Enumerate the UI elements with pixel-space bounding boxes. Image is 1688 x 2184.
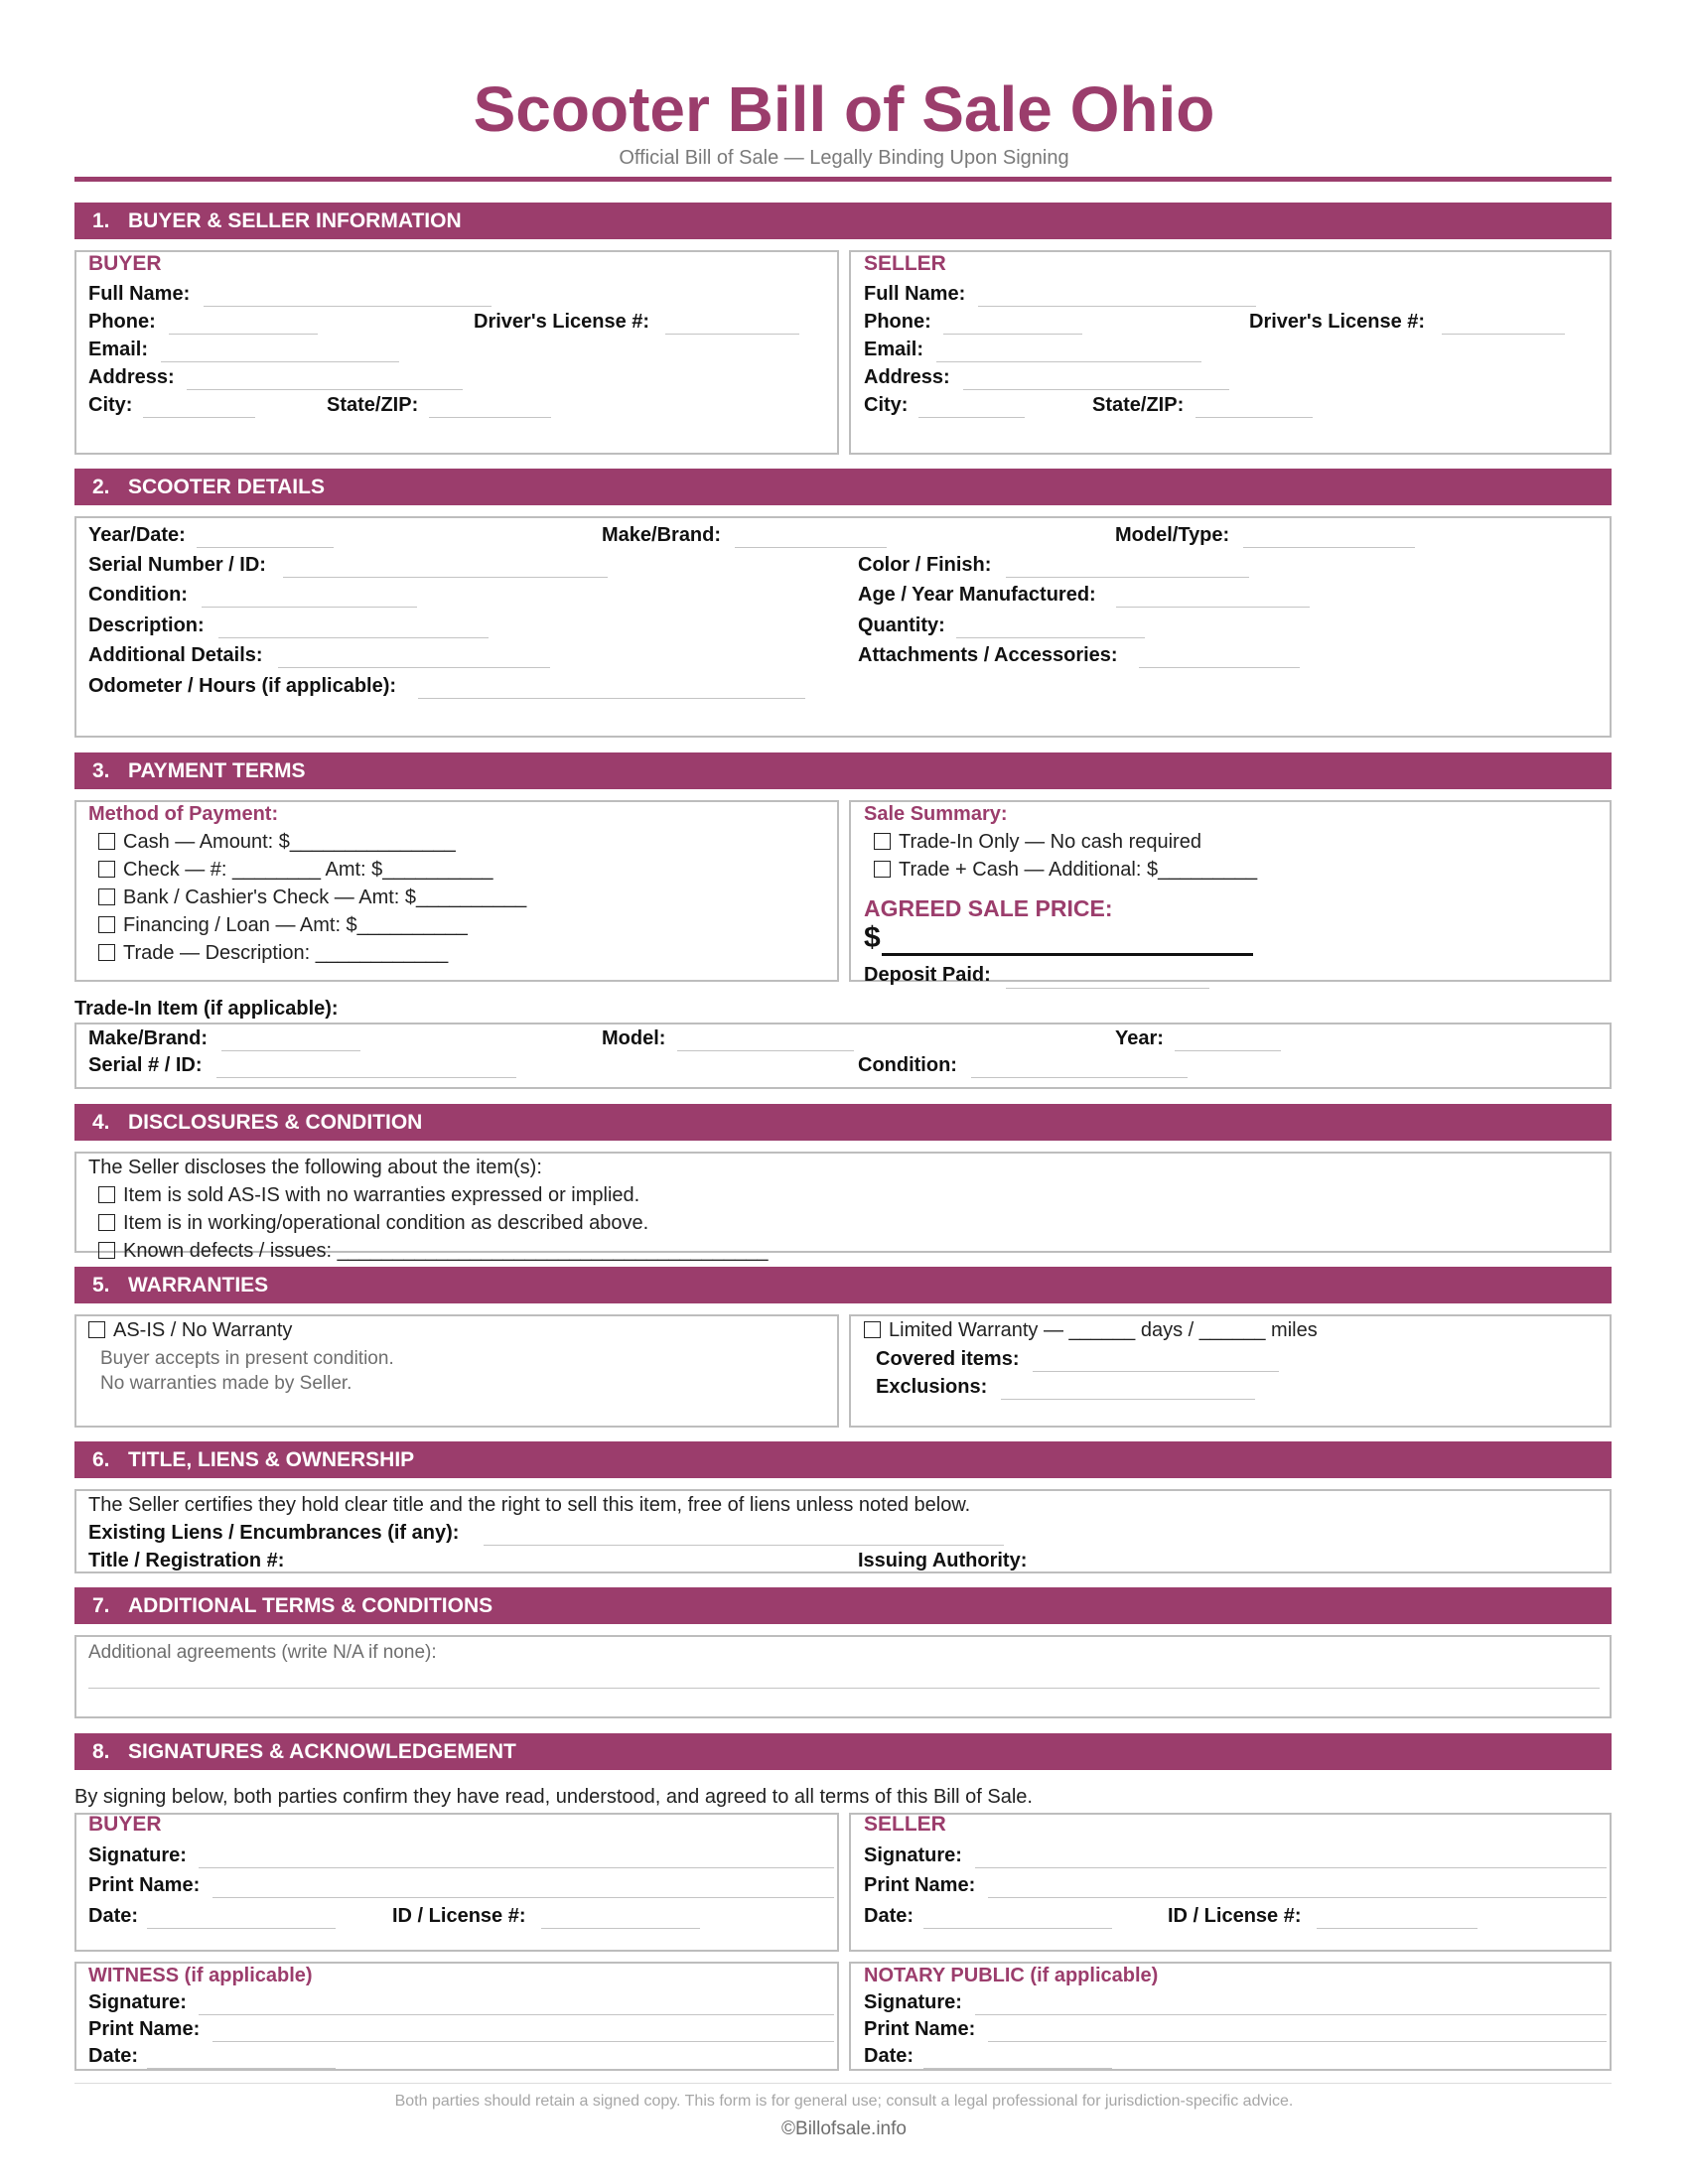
section-header-scooter-details: 2. SCOOTER DETAILS [74, 469, 1612, 505]
seller-print-name-label: Print Name: [864, 1874, 976, 1896]
trade-in-model-field[interactable] [677, 1050, 854, 1051]
liens-label: Existing Liens / Encumbrances (if any): [88, 1522, 460, 1544]
exclusions-label: Exclusions: [876, 1376, 988, 1398]
seller-license-label: Driver's License #: [1249, 311, 1426, 333]
checkbox-icon[interactable] [98, 888, 115, 905]
seller-signature-label: Signature: [864, 1844, 962, 1866]
buyer-address-label: Address: [88, 366, 175, 388]
trade-in-year-field[interactable] [1175, 1050, 1281, 1051]
trade-in-make-label: Make/Brand: [88, 1027, 209, 1049]
description-label: Description: [88, 614, 205, 636]
color-label: Color / Finish: [858, 554, 992, 576]
seller-phone-label: Phone: [864, 311, 931, 333]
notary-date-field[interactable] [923, 2068, 1112, 2069]
buyer-print-name-field[interactable] [212, 1897, 834, 1898]
odometer-field[interactable] [418, 698, 805, 699]
buyer-city-label: City: [88, 394, 133, 416]
section-header-disclosures: 4. DISCLOSURES & CONDITION [74, 1104, 1612, 1141]
payment-cash-option[interactable]: Cash — Amount: $_______________ [98, 830, 456, 854]
attachments-label: Attachments / Accessories: [858, 644, 1118, 666]
footer-divider [74, 2083, 1612, 2084]
seller-full-name-label: Full Name: [864, 283, 966, 305]
witness-signature-label: Signature: [88, 1991, 187, 2013]
seller-print-name-field[interactable] [988, 1897, 1607, 1898]
buyer-license-label: Driver's License #: [474, 311, 650, 333]
notary-print-name-label: Print Name: [864, 2018, 976, 2040]
buyer-license-field[interactable] [665, 334, 799, 335]
additional-terms-field[interactable] [88, 1688, 1600, 1689]
checkbox-icon[interactable] [874, 833, 891, 850]
trade-in-make-field[interactable] [221, 1050, 360, 1051]
title-certify-text: The Seller certifies they hold clear title and the right to sell this item, free of liens unless noted below. [88, 1494, 971, 1516]
age-field[interactable] [1116, 607, 1310, 608]
seller-info-box [849, 250, 1612, 455]
buyer-date-label: Date: [88, 1905, 139, 1927]
section-header-additional-terms: 7. ADDITIONAL TERMS & CONDITIONS [74, 1587, 1612, 1624]
payment-trade-option[interactable]: Trade — Description: ____________ [98, 941, 448, 965]
as-is-warranty-option[interactable]: AS-IS / No Warranty [88, 1318, 292, 1342]
buyer-email-label: Email: [88, 339, 149, 360]
buyer-id-field[interactable] [541, 1928, 700, 1929]
exclusions-field[interactable] [1001, 1399, 1255, 1400]
buyer-signature-label: Signature: [88, 1844, 187, 1866]
seller-state-zip-label: State/ZIP: [1092, 394, 1185, 416]
page-title: Scooter Bill of Sale Ohio [473, 73, 1215, 145]
footer-note: Both parties should retain a signed copy. This form is for general use; consult a legal professional for jurisdiction-specific advice. [394, 2093, 1294, 2110]
buyer-info-box [74, 250, 839, 455]
dollar-sign: $ [864, 921, 881, 954]
agreed-sale-price-field[interactable] [882, 953, 1253, 956]
notary-heading: NOTARY PUBLIC (if applicable) [864, 1965, 1159, 1986]
covered-items-field[interactable] [1033, 1371, 1279, 1372]
buyer-state-zip-field[interactable] [429, 417, 551, 418]
seller-heading: SELLER [864, 252, 946, 275]
trade-in-year-label: Year: [1115, 1027, 1164, 1049]
condition-field[interactable] [202, 607, 417, 608]
deposit-label: Deposit Paid: [864, 964, 991, 986]
seller-city-field[interactable] [918, 417, 1025, 418]
seller-address-label: Address: [864, 366, 950, 388]
trade-in-serial-label: Serial # / ID: [88, 1054, 203, 1076]
additional-details-field[interactable] [278, 667, 550, 668]
buyer-phone-label: Phone: [88, 311, 156, 333]
deposit-field[interactable] [1006, 988, 1209, 989]
model-label: Model/Type: [1115, 524, 1230, 546]
issuing-authority-label: Issuing Authority: [858, 1550, 1028, 1571]
section-header-warranties: 5. WARRANTIES [74, 1267, 1612, 1303]
buyer-date-field[interactable] [147, 1928, 336, 1929]
seller-address-field[interactable] [963, 389, 1229, 390]
payment-bank-option[interactable]: Bank / Cashier's Check — Amt: $__________ [98, 886, 526, 909]
as-is-note-2: No warranties made by Seller. [100, 1373, 352, 1394]
as-is-note-1: Buyer accepts in present condition. [100, 1348, 394, 1369]
section-header-payment-terms: 3. PAYMENT TERMS [74, 752, 1612, 789]
checkbox-icon[interactable] [98, 1186, 115, 1203]
quantity-label: Quantity: [858, 614, 945, 636]
section-header-signatures: 8. SIGNATURES & ACKNOWLEDGEMENT [74, 1733, 1612, 1770]
checkbox-icon[interactable] [98, 861, 115, 878]
seller-signature-heading: SELLER [864, 1813, 946, 1836]
model-field[interactable] [1243, 547, 1415, 548]
payment-method-heading: Method of Payment: [88, 803, 279, 825]
scooter-details-box [74, 516, 1612, 738]
buyer-city-field[interactable] [143, 417, 255, 418]
buyer-state-zip-label: State/ZIP: [327, 394, 419, 416]
witness-date-label: Date: [88, 2045, 139, 2067]
year-field[interactable] [197, 547, 334, 548]
color-field[interactable] [1006, 577, 1249, 578]
trade-in-model-label: Model: [602, 1027, 666, 1049]
condition-label: Condition: [88, 584, 188, 606]
trade-in-condition-label: Condition: [858, 1054, 957, 1076]
seller-signature-field[interactable] [975, 1867, 1607, 1868]
signatures-intro: By signing below, both parties confirm they have read, understood, and agreed to all terms of this Bill of Sale. [74, 1786, 1033, 1808]
trade-cash-option[interactable]: Trade + Cash — Additional: $_________ [874, 858, 1257, 882]
payment-check-option[interactable]: Check — #: ________ Amt: $__________ [98, 858, 493, 882]
checkbox-icon[interactable] [874, 861, 891, 878]
notary-signature-field[interactable] [975, 2014, 1607, 2015]
buyer-signature-field[interactable] [199, 1867, 834, 1868]
buyer-phone-field[interactable] [169, 334, 318, 335]
year-label: Year/Date: [88, 524, 186, 546]
quantity-field[interactable] [956, 637, 1145, 638]
notary-signature-label: Signature: [864, 1991, 962, 2013]
seller-full-name-field[interactable] [978, 306, 1256, 307]
trade-in-serial-field[interactable] [216, 1077, 516, 1078]
buyer-email-field[interactable] [161, 361, 399, 362]
witness-signature-field[interactable] [199, 2014, 834, 2015]
checkbox-icon[interactable] [98, 1242, 115, 1259]
trade-only-option[interactable]: Trade-In Only — No cash required [874, 830, 1201, 854]
description-field[interactable] [218, 637, 489, 638]
seller-email-field[interactable] [936, 361, 1201, 362]
trade-in-box [74, 1023, 1612, 1089]
witness-print-name-field[interactable] [212, 2041, 834, 2042]
buyer-print-name-label: Print Name: [88, 1874, 201, 1896]
section-header-title-liens: 6. TITLE, LIENS & OWNERSHIP [74, 1441, 1612, 1478]
disclosure-as-is-option[interactable]: Item is sold AS-IS with no warranties expressed or implied. [98, 1183, 639, 1207]
seller-state-zip-field[interactable] [1196, 417, 1313, 418]
buyer-id-label: ID / License #: [392, 1905, 526, 1927]
seller-date-field[interactable] [923, 1928, 1112, 1929]
seller-date-label: Date: [864, 1905, 914, 1927]
additional-terms-prompt: Additional agreements (write N/A if none): [88, 1642, 437, 1663]
age-label: Age / Year Manufactured: [858, 584, 1096, 606]
disclosures-intro: The Seller discloses the following about the item(s): [88, 1157, 542, 1178]
notary-print-name-field[interactable] [988, 2041, 1607, 2042]
liens-field[interactable] [484, 1545, 1004, 1546]
disclosure-defects-option[interactable]: Known defects / issues: _______________________________________ [98, 1239, 768, 1263]
witness-print-name-label: Print Name: [88, 2018, 201, 2040]
trade-in-condition-field[interactable] [971, 1077, 1188, 1078]
attachments-field[interactable] [1139, 667, 1300, 668]
checkbox-icon[interactable] [88, 1321, 105, 1338]
serial-label: Serial Number / ID: [88, 554, 266, 576]
checkbox-icon[interactable] [98, 916, 115, 933]
odometer-label: Odometer / Hours (if applicable): [88, 675, 397, 697]
buyer-address-field[interactable] [187, 389, 463, 390]
witness-date-field[interactable] [147, 2068, 336, 2069]
agreed-sale-price-label: AGREED SALE PRICE: [864, 895, 1113, 921]
trade-in-heading: Trade-In Item (if applicable): [74, 998, 339, 1020]
covered-items-label: Covered items: [876, 1348, 1020, 1370]
seller-id-label: ID / License #: [1168, 1905, 1302, 1927]
serial-field[interactable] [283, 577, 608, 578]
limited-warranty-option[interactable]: Limited Warranty — ______ days / ______ miles [864, 1318, 1318, 1342]
buyer-full-name-field[interactable] [204, 306, 492, 307]
sale-summary-heading: Sale Summary: [864, 803, 1008, 825]
seller-city-label: City: [864, 394, 909, 416]
checkbox-icon[interactable] [98, 833, 115, 850]
make-field[interactable] [735, 547, 887, 548]
disclosure-working-option[interactable]: Item is in working/operational condition as described above. [98, 1211, 648, 1235]
buyer-signature-heading: BUYER [88, 1813, 162, 1836]
title-rule [74, 177, 1612, 182]
seller-license-field[interactable] [1442, 334, 1565, 335]
checkbox-icon[interactable] [864, 1321, 881, 1338]
page-subtitle: Official Bill of Sale — Legally Binding Upon Signing [619, 147, 1069, 169]
make-label: Make/Brand: [602, 524, 722, 546]
seller-id-field[interactable] [1317, 1928, 1477, 1929]
notary-date-label: Date: [864, 2045, 914, 2067]
checkbox-icon[interactable] [98, 1214, 115, 1231]
footer-credit: ©Billofsale.info [781, 2118, 907, 2139]
additional-details-label: Additional Details: [88, 644, 263, 666]
section-header-buyer-seller: 1. BUYER & SELLER INFORMATION [74, 203, 1612, 239]
seller-phone-field[interactable] [943, 334, 1082, 335]
title-registration-label: Title / Registration #: [88, 1550, 285, 1571]
buyer-full-name-label: Full Name: [88, 283, 191, 305]
buyer-heading: BUYER [88, 252, 162, 275]
witness-heading: WITNESS (if applicable) [88, 1965, 313, 1986]
payment-financing-option[interactable]: Financing / Loan — Amt: $__________ [98, 913, 468, 937]
checkbox-icon[interactable] [98, 944, 115, 961]
seller-email-label: Email: [864, 339, 924, 360]
